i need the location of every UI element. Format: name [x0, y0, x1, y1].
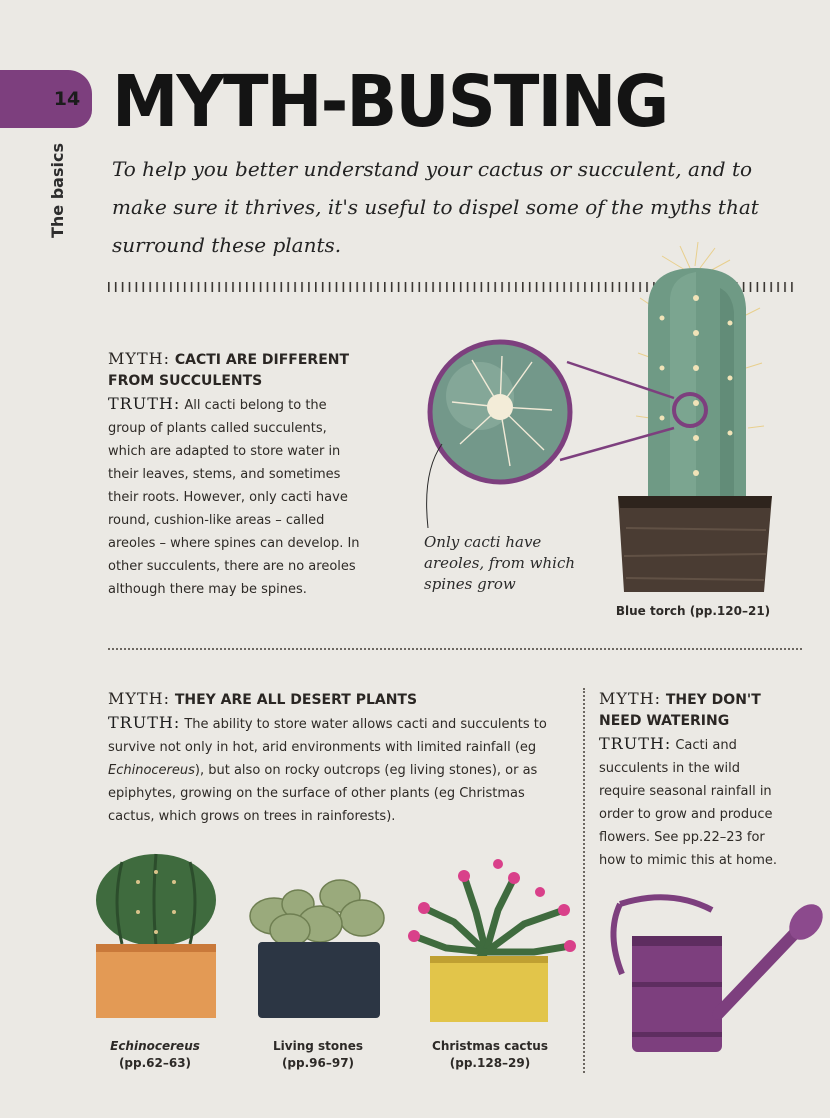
truth1-paragraph [108, 392, 368, 601]
dotted-divider-horizontal [108, 648, 802, 650]
myth1-heading [108, 348, 368, 392]
echinocereus-image [92, 852, 222, 1022]
living-stones-name: Living stones [273, 1039, 363, 1053]
living-stones-image [244, 876, 390, 1022]
truth3-label: TRUTH: [599, 734, 672, 753]
christmas-cactus-name: Christmas cactus [432, 1039, 548, 1053]
echinocereus-name: Echinocereus [110, 1039, 200, 1053]
christmas-cactus-pages: (pp.128–29) [449, 1056, 531, 1070]
myth1-text-line2: FROM SUCCULENTS [108, 373, 263, 389]
myth-section-2 [108, 688, 568, 828]
intro-text: To help you better understand your cactus or succulent, and to make sure it thrives, it's useful to dispel some of the myths that surround these plants. [112, 157, 759, 257]
myth3-heading [599, 688, 789, 732]
myth2-text: THEY ARE ALL DESERT PLANTS [174, 692, 418, 708]
areole-note: Only cacti have areoles, from which spines grow [424, 533, 576, 593]
myth-section-1 [108, 348, 368, 601]
page-title: MYTH-BUSTING [112, 60, 668, 143]
christmas-cactus-image [394, 852, 584, 1024]
echinocereus-pages: (pp.62–63) [118, 1056, 192, 1070]
myth3-text-line1: THEY DON'T [665, 692, 761, 708]
truth2-label: TRUTH: [108, 713, 181, 732]
myth1-text-line1: CACTI ARE DIFFERENT [174, 352, 350, 368]
christmas-cactus-caption [412, 1038, 568, 1072]
truth3-text: Cacti and succulents in the wild require seasonal rainfall in order to grow and produce flowers. See pp.22–23 for how to mimic this at home. [599, 738, 778, 868]
truth2-paragraph [108, 711, 568, 828]
living-stones-pages: (pp.96–97) [281, 1056, 355, 1070]
truth2-text-italic: Echinocereus [108, 763, 195, 778]
blue-torch-caption: Blue torch (pp.120–21) [615, 604, 771, 618]
truth1-text: All cacti belong to the group of plants called succulents, which are adapted to store water in their leaves, stems, and sometimes their roots. However, only cacti have round, cushion-like areas – called areoles – where spines can develop. In other succulents, there are no areoles although there may be spines. [108, 398, 360, 597]
myth2-heading [108, 688, 568, 711]
myth-section-3 [599, 688, 789, 872]
page-number: 14 [53, 88, 81, 110]
myth2-label: MYTH: [108, 689, 170, 708]
truth2-text-part2: ), but also on rocky outcrops (eg living stones), or as epiphytes, growing on the surface of other plants (eg Christmas cactus, which grows on trees in rainforests). [108, 763, 538, 824]
truth2-text-part1: The ability to store water allows cacti and succulents to survive not only in hot, arid environments with limited rainfall (eg [108, 717, 547, 755]
truth3-paragraph [599, 732, 789, 872]
truth1-label: TRUTH: [108, 394, 181, 413]
myth1-label: MYTH: [108, 349, 170, 368]
watering-can-icon [600, 894, 826, 1056]
living-stones-caption [248, 1038, 388, 1072]
myth3-text-line2: NEED WATERING [599, 713, 730, 729]
myth3-label: MYTH: [599, 689, 661, 708]
areole-magnifier [412, 332, 704, 550]
echinocereus-caption [90, 1038, 220, 1072]
section-label: The basics [48, 143, 67, 238]
